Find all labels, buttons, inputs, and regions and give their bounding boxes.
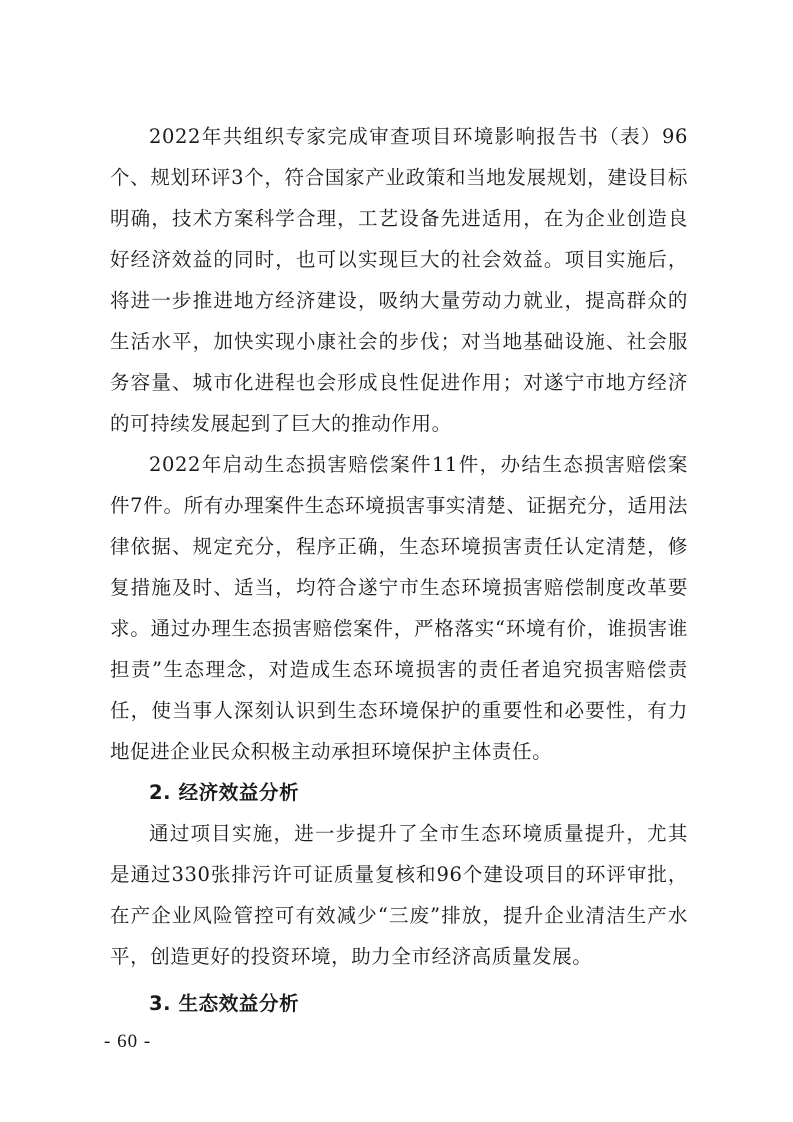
social-benefit-paragraph-2: 2022年启动生态损害赔偿案件11件，办结生态损害赔偿案件7件。所有办理案件生态环境损害事实清楚、证据充分，适用法律依据、规定充分，程序正确，生态环境损害责任认定清楚，修复措施及时、适当，均符合遂宁市生态环境损害赔偿制度改革要求。通过办理生态损害赔偿案件，严格落实“环境有价，谁损害谁担责”生态理念，对造成生态环境损害的责任者追究损害赔偿责任，使当事人深刻认识到生态环境保护的重要性和必要性，有力地促进企业民众积极主动承担环境保护主体责任。: [110, 453, 688, 763]
document-body: [110, 116, 688, 1024]
social-benefit-paragraph-1: 2022年共组织专家完成审查项目环境影响报告书（表）96个、规划环评3个，符合国家产业政策和当地发展规划，建设目标明确，技术方案科学合理，工艺设备先进适用，在为企业创造良好经济效益的同时，也可以实现巨大的社会效益。项目实施后，将进一步推进地方经济建设，吸纳大量劳动力就业，提高群众的生活水平，加快实现小康社会的步伐；对当地基础设施、社会服务容量、城市化进程也会形成良性促进作用；对遂宁市地方经济的可持续发展起到了巨大的推动作用。: [110, 125, 688, 435]
economic-benefit-heading: 2. 经济效益分析: [149, 781, 300, 804]
ecological-benefit-heading: 3. 生态效益分析: [149, 992, 300, 1015]
page-number: - 60 -: [104, 1031, 152, 1052]
economic-benefit-paragraph: 通过项目实施，进一步提升了全市生态环境质量提升，尤其是通过330张排污许可证质量复核和96个建设项目的环评审批，在产企业风险管控可有效减少“三废”排放，提升企业清洁生产水平，创造更好的投资环境，助力全市经济高质量发展。: [110, 822, 688, 968]
